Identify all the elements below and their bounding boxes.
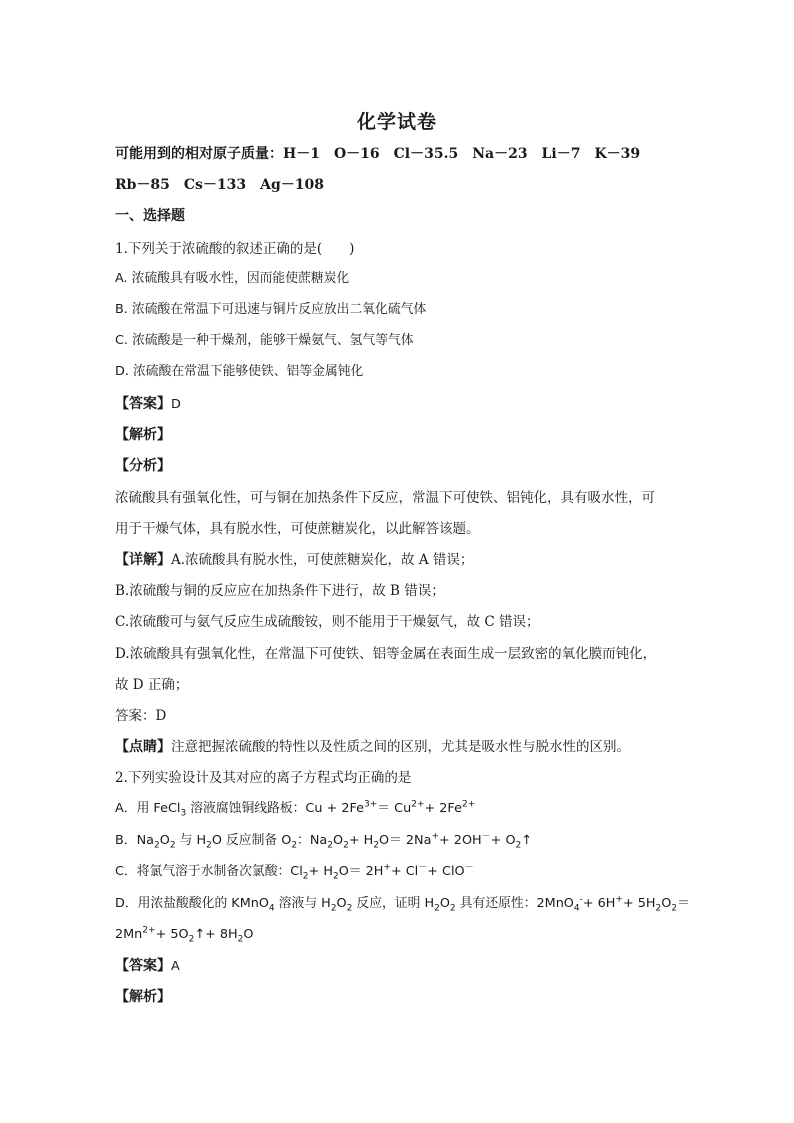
q1-fenxi: 【分析】 bbox=[115, 458, 171, 474]
q2-option-c: C．将氯气溶于水制备次氯酸：$Cl_2+ H_2O= 2H^++ Cl^-+ ClO^-$ bbox=[115, 862, 474, 882]
q1-option-b: B. 浓硫酸在常温下可迅速与铜片反应放出二氧化硫气体 bbox=[115, 302, 427, 317]
q1-detail-b: B.浓硫酸与铜的反应应在加热条件下进行，故 B 错误； bbox=[115, 583, 445, 599]
q2-option-a-label: A． bbox=[115, 801, 137, 816]
q2-answer-value: A bbox=[171, 959, 180, 974]
q1-final-answer: 答案：D bbox=[115, 708, 167, 724]
section-heading: 一、选择题 bbox=[115, 208, 185, 224]
tip-tag: 【点睛】 bbox=[115, 739, 171, 755]
atomic-mass-line-2: Rb－85 Cs－133 Ag－108 bbox=[115, 177, 325, 193]
q2-answer bbox=[115, 957, 180, 976]
q1-option-c: C. 浓硫酸是一种干燥剂，能够干燥氨气、氢气等气体 bbox=[115, 333, 414, 348]
q1-analysis-line-2: 用于干燥气体，具有脱水性，可使蔗糖炭化，以此解答该题。 bbox=[115, 521, 480, 537]
q1-detail-c: C.浓硫酸可与氨气反应生成硫酸铵，则不能用于干燥氨气，故 C 错误； bbox=[115, 614, 540, 630]
q1-tip bbox=[115, 738, 630, 756]
q2-answer-tag: 【答案】 bbox=[115, 958, 171, 974]
q2-option-a: A．用 FeCl$_3$ 溶液腐蚀铜线路板：$Cu + 2Fe^{3+}= Cu^{2+}+ 2Fe^{2+}$ bbox=[115, 799, 476, 819]
atomic-mass-line-1: 可能用到的相对原子质量：H－1 O－16 Cl－35.5 Na－23 Li－7 K－39 bbox=[115, 146, 641, 162]
q1-answer bbox=[115, 395, 181, 414]
q2-option-d-label: D． bbox=[115, 896, 138, 911]
page-title: 化学试卷 bbox=[356, 111, 437, 133]
answer-value: D bbox=[171, 397, 181, 412]
tip-text: 注意把握浓硫酸的特性以及性质之间的区别，尤其是吸水性与脱水性的区别。 bbox=[171, 739, 630, 755]
q2-option-b-label: B． bbox=[115, 833, 137, 848]
q1-analysis-line-1: 浓硫酸具有强氧化性，可与铜在加热条件下反应，常温下可使铁、铝钝化，具有吸水性，可 bbox=[115, 490, 655, 506]
q2-option-d-line-1: D．用浓盐酸酸化的 KMnO$_4$ 溶液与 $H_2O_2$ 反应，证明 $H_2O_2$ 具有还原性：$2MnO_4^-+ 6H^++ 5H_2O_2=$ bbox=[115, 894, 690, 914]
detail-tag: 【详解】 bbox=[115, 552, 171, 568]
q1-option-a: A. 浓硫酸具有吸水性，因而能使蔗糖炭化 bbox=[115, 271, 350, 286]
q2-option-d-line-2: $2Mn^{2+}+$ $5O_2↑+ 8H_2O$ bbox=[115, 925, 254, 945]
q2-option-b: B．$Na_2O_2$ 与 $H_2O$ 反应制备 $O_2$：$Na_2O_2+ H_2O= 2Na^++ 2OH^-+$ $O_2↑$ bbox=[115, 831, 533, 851]
q1-option-d: D. 浓硫酸在常温下能够使铁、铝等金属钝化 bbox=[115, 364, 364, 379]
q1-detail-a bbox=[115, 551, 473, 569]
q1-detail-d-line-1: D.浓硫酸具有强氧化性，在常温下可使铁、铝等金属在表面生成一层致密的氧化膜而钝化， bbox=[115, 646, 657, 662]
q2-option-c-label: C． bbox=[115, 864, 137, 879]
q1-stem: 1.下列关于浓硫酸的叙述正确的是( ) bbox=[115, 241, 355, 257]
detail-a-text: A.浓硫酸具有脱水性，可使蔗糖炭化，故 A 错误； bbox=[171, 552, 474, 568]
q1-detail-d-line-2: 故 D 正确； bbox=[115, 677, 189, 693]
q2-jiexi: 【解析】 bbox=[115, 989, 171, 1005]
q1-jiexi: 【解析】 bbox=[115, 427, 171, 443]
answer-tag: 【答案】 bbox=[115, 396, 171, 412]
q2-stem: 2.下列实验设计及其对应的离子方程式均正确的是 bbox=[115, 770, 412, 786]
